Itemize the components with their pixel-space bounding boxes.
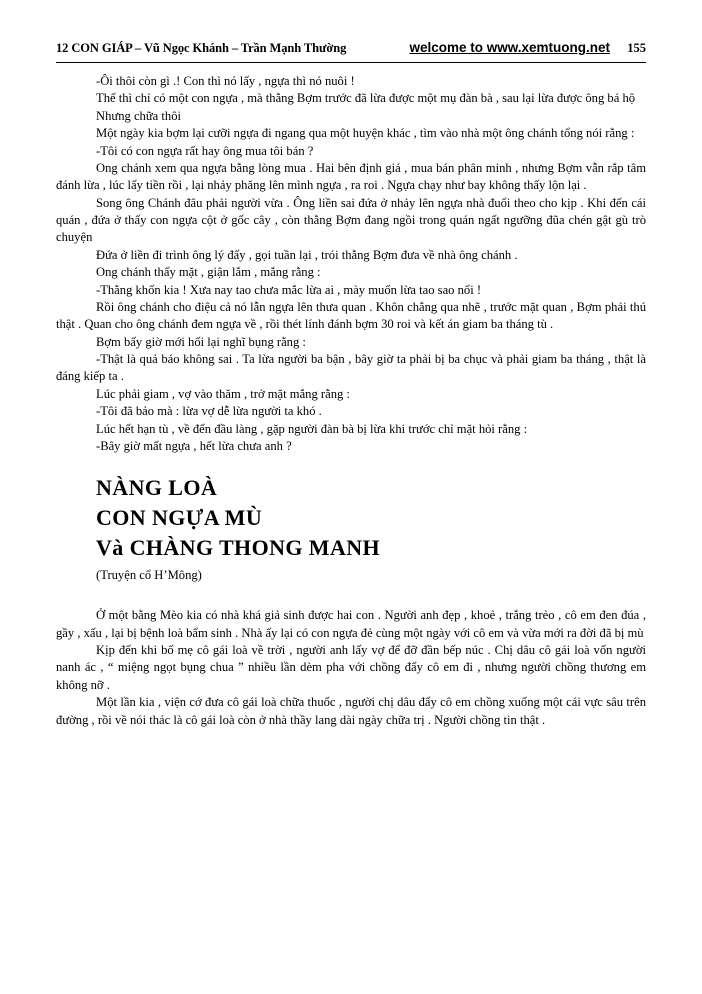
page-header bbox=[56, 40, 646, 60]
paragraph: Nhưng chữa thôi bbox=[96, 108, 182, 123]
header-website-link[interactable]: welcome to www.xemtuong.net bbox=[409, 40, 610, 55]
paragraph: -Thằng khốn kia ! Xưa nay tao chưa mắc lừa ai , mày muốn lừa tao sao nổi ! bbox=[96, 282, 482, 297]
story-body-text bbox=[56, 607, 646, 729]
paragraph: Ong chánh thấy mặt , giận lắm , mắng rằng : bbox=[96, 265, 321, 280]
paragraph: Ong chánh xem qua ngựa bằng lòng mua . Hai bên định giá , mua bán phân minh , nhưng Bợm vẫn rắp tâm đánh lừa , lúc lấy tiền rồi , lại nhảy phăng lên mình ngựa , ra roi . Ngựa chạy như bay không thấy lộn lại . bbox=[56, 160, 646, 193]
paragraph: Lúc hết hạn tù , về đến đầu làng , gặp người đàn bà bị lừa khi trước chỉ mặt hỏi rằng : bbox=[96, 421, 528, 436]
paragraph: Một lần kia , viện cớ đưa cô gái loà chữa thuốc , người chị dâu đẩy cô em chồng xuống một cái vực sâu trên đường , rồi về nói thác là cô gái loà còn ở nhà thầy lang dài ngày chữa trị . Người chồng tin thật . bbox=[56, 695, 646, 727]
story-title-line: NÀNG LOÀ bbox=[96, 475, 218, 501]
story-title-line: CON NGỰA MÙ bbox=[96, 504, 263, 530]
paragraph: -Bây giờ mất ngựa , hết lừa chưa anh ? bbox=[96, 438, 292, 453]
paragraph: -Ôi thôi còn gì .! Con thì nó lấy , ngựa thì nó nuôi ! bbox=[96, 74, 355, 88]
main-body-text bbox=[56, 73, 646, 455]
paragraph: Thế thì chỉ có một con ngựa , mà thằng Bợm trước đã lừa được một mụ đàn bà , sau lại lừa được ông bá hộ bbox=[96, 91, 636, 106]
paragraph: -Thật là quả báo không sai . Ta lừa người ba bận , bây giờ ta phải bị ba chục và phải giam ba tháng , thật là đáng kiếp ta . bbox=[56, 352, 646, 384]
story-subtitle: (Truyện cổ H’Mông) bbox=[96, 568, 202, 583]
header-divider bbox=[56, 62, 646, 63]
paragraph: -Tôi đã bảo mà : lừa vợ dễ lừa người ta khó . bbox=[96, 404, 322, 419]
paragraph: Rồi ông chánh cho điệu cả nó lẫn ngựa lên thưa quan . Khôn chẳng qua nhẽ , trước mặt quan , Bợm phải thú thật . Quan cho ông chánh đem ngựa về , rồi thét lính đánh bợm 30 roi và kết án giam ba tháng tù . bbox=[56, 299, 646, 332]
page-number: 155 bbox=[627, 41, 646, 55]
header-book-title: 12 CON GIÁP – Vũ Ngọc Khánh – Trần Mạnh Thường bbox=[56, 41, 347, 55]
paragraph: Kịp đến khi bố mẹ cô gái loà về trời , người anh lấy vợ để đỡ đần bếp núc . Chị dâu cô gái loà vốn người nanh ác , “ miệng ngọt bụng chua ” nhiều lần dèm pha với chồng đẩy cô em đi , nhưng người chồng thương em không nỡ . bbox=[56, 643, 646, 692]
story-title-line: Và CHÀNG THONG MANH bbox=[96, 534, 381, 560]
paragraph: Lúc phải giam , vợ vào thăm , trở mặt mắng rằng : bbox=[96, 386, 350, 401]
story-title-block bbox=[56, 473, 646, 562]
spacer bbox=[56, 593, 646, 607]
paragraph: Đứa ở liền đi trình ông lý đấy , gọi tuần lại , trói thằng Bợm đưa về nhà ông chánh . bbox=[96, 247, 518, 262]
paragraph: Song ông Chánh đâu phải người vừa . Ông liền sai đứa ở nhảy lên ngựa nhà đuổi theo cho kịp . Khi đến cái quán , đứa ở thấy con ngựa cột ở gốc cây , còn thằng Bợm đang ngồi trong quán ngất ngưỡng đũa chén gật gù trò chuyện bbox=[56, 195, 646, 245]
paragraph: -Tôi có con ngựa rất hay ông mua tôi bán ? bbox=[96, 143, 314, 158]
paragraph: Ở một bằng Mèo kia có nhà khá giả sinh được hai con . Người anh đẹp , khoẻ , trắng trẻo , cô em đen đúa , gầy , xấu , lại bị bệnh loà bẩm sinh . Nhà ấy lại có con ngựa đẻ cùng một ngày với cô em và vừa mới ra đời đã bị mù bbox=[56, 608, 646, 640]
paragraph: Bợm bấy giờ mới hối lại nghĩ bụng rằng : bbox=[96, 334, 306, 349]
paragraph: Một ngày kia bợm lại cưỡi ngựa đi ngang qua một huyện khác , tìm vào nhà một ông chánh tổng nói rằng : bbox=[96, 126, 635, 141]
